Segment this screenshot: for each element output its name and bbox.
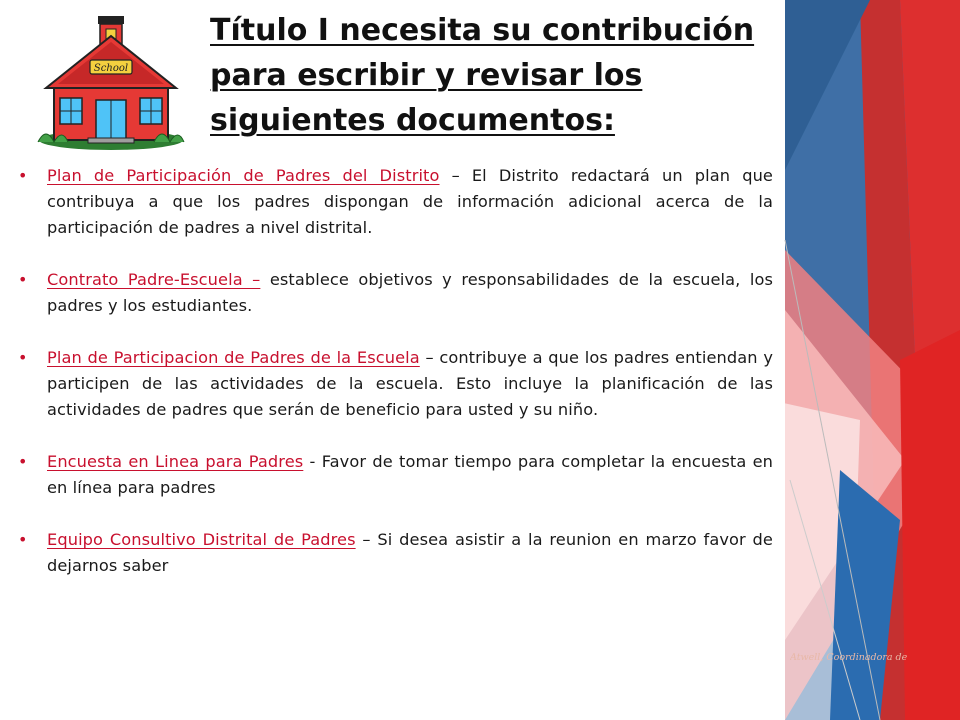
school-sign-label: School — [93, 63, 129, 74]
list-item — [18, 163, 773, 241]
list-item-text: establece objetivos y responsabilidades de la escuela, los padres y los estudiantes. — [47, 270, 774, 315]
parent-survey-link[interactable]: Encuesta en Linea para Padres — [47, 452, 304, 471]
list-item — [18, 267, 773, 319]
slide-title — [210, 8, 780, 143]
list-item-text: – El Distrito redactará un plan que contribuya a que los padres dispongan de información adicional acerca de la participación de padres a nivel distrital. — [47, 166, 773, 237]
parent-school-compact-link[interactable]: Contrato Padre-Escuela – — [47, 270, 261, 289]
list-item — [18, 527, 773, 579]
district-parent-plan-link[interactable]: Plan de Participación de Padres del Distrito — [47, 166, 440, 185]
document-list — [18, 163, 773, 605]
list-item — [18, 345, 773, 423]
list-item — [18, 449, 773, 501]
school-parent-plan-link[interactable]: Plan de Participacion de Padres de la Escuela — [47, 348, 420, 367]
schoolhouse-icon — [36, 14, 186, 150]
list-item-text: - Favor de tomar tiempo para completar la encuesta en en línea para padres — [47, 452, 774, 497]
title-line-2: para escribir y revisar los — [210, 58, 643, 93]
list-item-text: – Si desea asistir a la reunion en marzo favor de dejarnos saber — [47, 530, 773, 575]
title-line-1: Título I necesita su contribución — [210, 13, 755, 48]
district-advisory-team-link[interactable]: Equipo Consultivo Distrital de Padres — [47, 530, 356, 549]
title-line-3: siguientes documentos: — [210, 103, 615, 138]
footer-text: Atwell, Coordinadora de — [790, 652, 908, 663]
list-item-text: – contribuye a que los padres entiendan y participen de las actividades de la escuela. Esto incluye la planificación de las actividades de padres que serán de beneficio para usted y su niño. — [47, 348, 773, 419]
